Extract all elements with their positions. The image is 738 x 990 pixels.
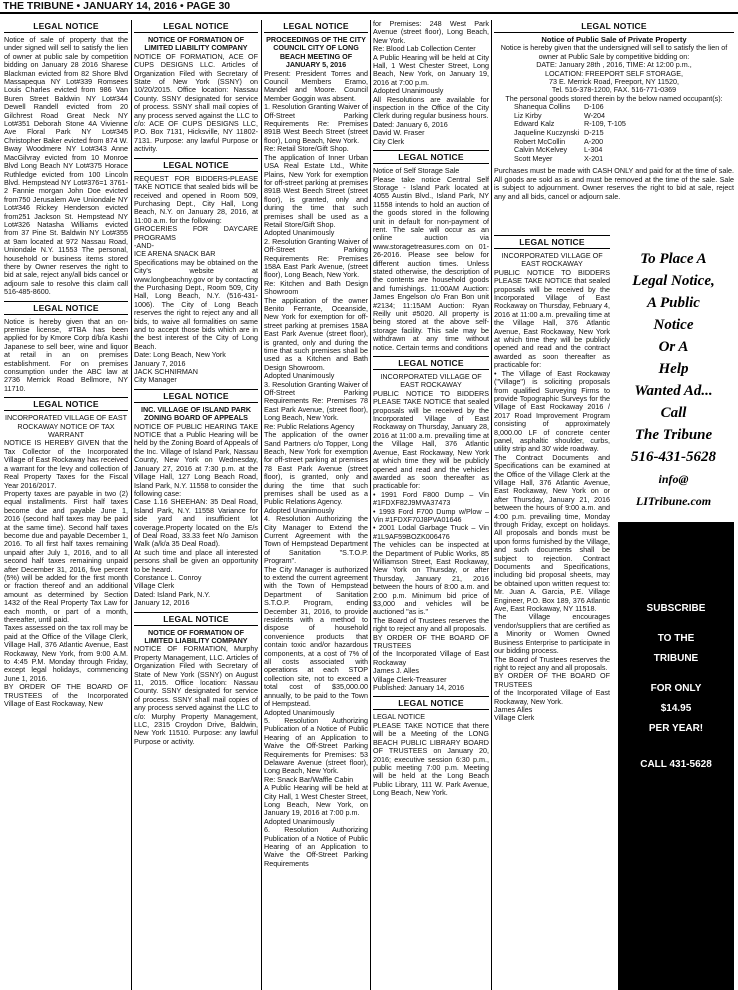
- sale-date: DATE: January 28th , 2016, TIME: At 12:00 p.m.,: [536, 60, 692, 70]
- occupant-unit: R-109, T-105: [584, 119, 626, 129]
- occupant-name: Edward Kalz: [514, 119, 555, 129]
- legal-notice: [373, 696, 489, 797]
- legal-notice: [134, 20, 258, 154]
- column-3: [264, 20, 368, 990]
- public-sale-notice: [494, 20, 734, 201]
- occupant-list: [494, 103, 734, 163]
- notice-body: Present: President Torres and Council Members Eramo, Mandel and Moore. Council Member Goggin was absent. 1. Resolution Granting Waiver of Off-Street Parking Requirements Re: Premises 891B West Beech Street (street floor), Long Beach, New York. Re: Retail Store/Gift Shop. The application of Inner Urban USA Real Estate Ltd., White Plains, New York for exemption for off-street parking at premises 891B West Beech Street (street floor), is granted, only and during the time that such premises shall be used as a Retail Store/Gift Shop. Adopted Unanimously 2. Resolution Granting Waiver of Off-Street Parking Requirements Re: Premises 158A East Park Avenue, (street floor), Long Beach, New York. Re: Kitchen and Bath Design Showroom The application of the owner Benito Ferrante, Oceanside, New York for exemption for off-street parking at premises 158A East Park Avenue (street floor), is granted, only and during the time that such premises shall be used as a Kitchen and Bath Design Showroom. Adopted Unanimously 3. Resolution Granting Waiver of Off-Street Parking Requirements Re: Premises 78 East Park Avenue, (street floor), Long Beach, New York. Re: Public Relations Agency The application of the owner Sand Partners c/o Topper, Long Beach, New York for exemption for off-street parking at premises 78 East Park Avenue (street floor), is granted, only and during the time that such premises shall be used as a Public Relations Agency. Adopted Unanimously 4. Resolution Authorizing the City Manager to Extend the Current Agreement with the Town of Hempstead Department of Sanitation "S.T.O.P. Program". The City Manager is authorized to extend the current agreement with the Town of Hempstead Department of Sanitation S.T.O.P. Program, ending December 31, 2016, to provide residents with a method to dispose of household convenience products that contain toxic and/or hazardous components, at a cost of 7% of all costs associated with operations at each STOP collection site, not to exceed a total cost of $35,000.00 annually, to be paid to the Town of Hempstead. Adopted Unanimously 5. Resolution Authorizing Publication of a Notice of Public Hearing of an Application to Waive the Off-Street Parking Requirements for Premises: 53 Delaware Avenue (street floor), Long Beach, New York. Re: Snack Bar/Waffle Cabin A Public Hearing will be held at City Hall, 1 West Chester Street, Long Beach, New York, on January 19, 2016 at 7:00 p.m. Adopted Unanimously 6. Resolution Authorizing Publication of a Notice of Public Hearing of an Application to Waive the Off-Street Parking Requirements: [264, 68, 368, 868]
- column-divider: [131, 20, 132, 990]
- occupants-lead: The personal goods stored therein by the below named occupant(s):: [505, 93, 723, 103]
- promo-email: info@: [658, 472, 689, 486]
- subscribe-line: FOR ONLY: [650, 683, 702, 694]
- notice-header: LEGAL NOTICE: [494, 235, 610, 249]
- legal-notice: [264, 20, 368, 868]
- promo-line: Help: [658, 361, 689, 377]
- notice-title: INCORPORATED VILLAGE OF EAST ROCKAWAY: [501, 251, 603, 269]
- occupant-unit: L-304: [584, 145, 603, 155]
- notice-body: for Premises: 248 West Park Avenue (street floor), Long Beach, New York. Re: Blood Lab Collection Center A Public Hearing will be held at City Hall, 1 West Chester Street, Long Beach, New York, on January 19, 2016 at 7:00 p.m. Adopted Unanimously All Resolutions are available for inspection in the Office of the City Clerk during regular business hours. Dated: January 6, 2016 David W. Fraser City Clerk: [373, 20, 489, 146]
- column-divider: [491, 20, 492, 990]
- notice-header: LEGAL NOTICE: [373, 696, 489, 710]
- notice-title: NOTICE OF FORMATION OF LIMITED LIABILITY COMPANY: [144, 627, 248, 645]
- notice-body: PUBLIC NOTICE TO BIDDERS PLEASE TAKE NOTICE that sealed proposals will be received by the Incorporated Village of East Rockaway on Thursday, January 28, 2016 at 11:00 a.m. prevailing time at the Village Hall, 376 Atlantic Avenue, East Rockaway, New York at which time they will be publicly opened and read and the vehicles awarded as soon thereafter as practicable for: • 1991 Ford F800 Dump – Vin #1FDXF82J9MVA37473 • 1993 Ford F700 Dump w/Plow – Vin #1FDXF70J8PVA01646 • 2001 Lodal Garbage Truck – Vin #1L9AF59BOZK006476 The vehicles can be inspected at the Department of Public Works, 85 Williamson Street, East Rockaway, New York on Thursday, or after Thursday, January 21, 2016 between the hours of 8:00 a.m. and 2:00 p.m. Minimum bid price of $3,000 and vehicles will be auctioned "as is." The Board of Trustees reserves the right to reject any and all proposals. BY ORDER OF THE BOARD OF TRUSTEES of the Incorporated Village of East Rockaway James J. Alles Village Clerk-Treasurer Published: January 14, 2016: [373, 388, 489, 693]
- promo-website: LITribune.com: [635, 494, 712, 508]
- notice-body: LEGAL NOTICE PLEASE TAKE NOTICE that there will be a Meeting of the LONG BEACH PUBLIC LIBRARY BOARD OF TRUSTEES on January 20, 2016; executive session 6:30 p.m., public meeting 7:00 p.m. Meeting will be held at the Long Beach Public Library, 111 W. Park Avenue, Long Beach, New York.: [373, 712, 489, 798]
- notice-title: INC. VILLAGE OF ISLAND PARK ZONING BOARD OF APPEALS: [140, 404, 252, 423]
- promo-line: Wanted Ad...: [634, 383, 713, 399]
- notice-header: LEGAL NOTICE: [134, 158, 258, 172]
- legal-notice: [134, 612, 258, 747]
- notice-body: NOTICE OF FORMATION, Murphy Property Management, LLC. Articles of Organization Filed with Secretary of State of New York (SSNY) on August 11, 2015. Office location: Nassau County. SSNY designated for service of process. SSNY shall mail copies of any process served against the LLC to c/o: Murphy Property Management, LLC, 2315 Croydon Drive, Baldwin, New York 11510. Purpose: any lawful Purpose or activity.: [134, 644, 258, 746]
- notice-body: Notice of Self Storage Sale Please take notice Central Self Storage - Island Park located at 4055 Austin Blvd., Island Park, NY 11558 intends to hold an auction of the goods stored in the following unit in default for non-payment of rent. The sale will occur as an online auction via www.storagetreasures.com on 01-26-2016. Please see below for different auction times. Unless stated otherwise, the description of the contents are household goods and furnishings. 11:00AM Auction: James Engelson c/o Fran Bon unit #2134; 11:15AM Auction: Ryan Reilly unit #5020. All property is being stored at the above self-storage facility. This sale may be withdrawn at any time without notice. Certain terms and conditions: [373, 166, 489, 352]
- place-ad-promo: [613, 248, 734, 512]
- notice-header: LEGAL NOTICE: [264, 20, 368, 33]
- occupant-unit: W-204: [584, 110, 606, 120]
- sale-phone: Tel. 516-378-1200, FAX. 516-771-0369: [551, 85, 677, 95]
- sale-terms: Purchases must be made with CASH ONLY and paid for at the time of sale. All goods are sold as is and must be removed at the time of the sale. Sale is subject to adjournment. Owner reserves the right to bid at sale, reject any and all bids, cancel or adjourn sale.: [494, 166, 734, 201]
- notice-body: NOTICE OF PUBLIC HEARING TAKE NOTICE that a Public Hearing will be held by the Zoning Board of Appeals of the Inc. Village of Island Park, Nassau County, New York on Wednesday, January 27, 2016 at 7:30 p.m. at the Village Hall, 127 Long Beach Road, Island Park, N.Y. 11558 to consider the following case: Case 1.16 SHEEHAN: 35 Deal Road, Island Park, N.Y. 11558 Variance for side yard and insufficient lot coverage.Property located on the E/s of Deal Road, 33.33 feet N/o Jamison Walk (a/k/a 35 Deal Road). At such time and place all interested persons shall be given an opportunity to be heard. Constance L. Conroy Village Clerk Dated: Island Park, N.Y. January 12, 2016: [134, 421, 258, 608]
- page-masthead: THE TRIBUNE • JANUARY 14, 2016 • PAGE 30: [0, 0, 738, 14]
- occupant-unit: A-200: [584, 136, 604, 146]
- column-2: [134, 20, 258, 990]
- notice-header: LEGAL NOTICE: [4, 20, 128, 33]
- sale-address: 73 E. Merrick Road, Freeport, NY 11520,: [549, 77, 679, 87]
- notice-body: NOTICE IS HEREBY GIVEN that the Tax Collector of the Incorporated Village of East Rockaway has received a warrant for the levy and collection of Real Property Taxes for the Fiscal Year 2016/2017. Property taxes are payable in two (2) equal installments. First half taxes become due and payable June 1, 2016 (second half taxes may be paid at the same time). Second half taxes become due and payable December 1, 2016. To all first half taxes remaining unpaid after July 1, 2016, and to all second half taxes remaining unpaid after December 31, 2016, five percent (5%) will be added for the first month or fraction thereof and an additional amount as determined by Section 1432 of the Real Property Tax Law for each month, or part of a month, thereafter, until paid. Taxes assessed on the tax roll may be paid at the Office of the Village Clerk, Village Hall, 376 Atlantic Avenue, East Rockaway, New York, from 9:00 A.M. to 4:45 P.M. Monday through Friday, except legal holidays, commencing June 1, 2016. BY ORDER OF THE BOARD OF TRUSTEES of the Incorporated Village of East Rockaway, New: [4, 438, 128, 709]
- legal-notice: [494, 232, 610, 990]
- legal-notice: [134, 158, 258, 385]
- notice-title: NOTICE OF FORMATION OF LIMITED LIABILITY COMPANY: [144, 35, 248, 53]
- subscribe-phone: CALL 431-5628: [640, 759, 712, 770]
- notice-header: LEGAL NOTICE: [4, 397, 128, 411]
- legal-notice: [4, 397, 128, 708]
- subscribe-line: TO THE: [657, 633, 695, 644]
- subscribe-line: TRIBUNE: [653, 653, 699, 664]
- legal-notice: [373, 20, 489, 146]
- notice-body: NOTICE OF FORMATION, ACE OF CUPS DESIGNS LLC. Articles of Organization Filed with Secretary of State of New York (SSNY) on 10/20/2015. Office location: Nassau County. SSNY designated for service of process. SSNY shall mail copies of any process served against the LLC to c/o: ACE OF CUPS DESIGNS LLC, P.O. Box 7131, Hicksville, NY 11802-7131. Purpose: any lawful Purpose or activity.: [134, 51, 258, 154]
- subscribe-line: SUBSCRIBE: [646, 603, 706, 614]
- promo-line: Legal Notice,: [632, 273, 715, 289]
- notice-header: LEGAL NOTICE: [134, 20, 258, 33]
- notice-body: REQUEST FOR BIDDERS-PLEASE TAKE NOTICE that sealed bids will be received and opened in Room 509, Purchasing Dept., City Hall, Long Beach, N.Y. on January 28, 2016, at 11:00 a.m. for the following: GROCERIES FOR DAYCARE PROGRAMS -AND- ICE ARENA SNACK BAR Specifications may be obtained on the City's website at www.longbeachny.gov or by contacting the Purchasing Dept., Room 509, City Hall, Long Beach, N.Y. (516-431-1006). The City of Long Beach reserves the right to reject any and all bids, to waive all formalities on same and to accept those bids which are in the best interest of the City of Long Beach. Date: Long Beach, New York January 7, 2016 JACK SCHNIRMAN City Manager: [134, 173, 258, 385]
- notice-body: Notice of sale of property that the under signed will sell to satisfy the lien of owner at public sale by competition bidding on January 28 2016 Sharese Blackman evicted from 82 Shore Blvd Massapequa NY Lot#339 Romsees Louis Charles evicted from 986 Van Buren Street Baldwin NY Lot#344 Dewell Randell evicted from 20 Gilchrest Road Great Neck NY Lot#351 Deborah Stone 4A Vivienne Ave Floral Park NY Lot#345 Christopher Baker evicted from 874 W. Bway Woodmere NY Lot#343 Anne MacGilvray evicted from 10 Monroe Blvd Long Beach NY Lot#375 Horace Ruthledge evicted from 100 Lincoln Blvd. Hempstead NY Lot#376=1 3761-2 Fannie morgan John Doe evicted from750 Jerusalem Ave Uniondale NY Lot#346 Rickey Henderson evicted from251 Jackson St. Hempstead NY Lot#326 Natasha Williams evicted from 37 Pine St. Baldwin NY Lot#355 at 9am located at 972 Nassau Road, Uniondale N.Y. 11553 The personal, household or business items stored there by Owner reserves the right to bid at sale, reject any/all bids cancel or adjourn sale to resolve this claim call 516-485-8600.: [4, 35, 128, 297]
- column-divider: [261, 20, 262, 990]
- subscribe-price: $14.95: [660, 703, 692, 714]
- notice-header: LEGAL NOTICE: [373, 150, 489, 164]
- occupant-unit: D-106: [584, 102, 604, 112]
- notice-body: Notice is hereby given that an on-premise license, #TBA has been applied for by Kmore Corp d/b/a Kashi Japanese to sell beer, wine and liquor at retail in an on premises establishment. For on premises consumption under the ABC law at 2736 Merrick Road Bellmore, NY 11710.: [4, 316, 128, 393]
- occupant-name: Liz Kirby: [514, 110, 542, 120]
- promo-line: Notice: [653, 317, 694, 333]
- column-1: [4, 20, 128, 990]
- occupant-unit: X-201: [584, 153, 604, 163]
- list-item: [514, 103, 734, 112]
- sale-location: LOCATION: FREEPORT SELF STORAGE,: [544, 68, 684, 78]
- promo-line: A Public: [647, 295, 700, 311]
- legal-notice: [4, 301, 128, 394]
- column-divider: [370, 20, 371, 990]
- occupant-unit: D-215: [584, 128, 604, 138]
- list-item: [514, 155, 734, 164]
- subscribe-line: PER YEAR!: [648, 723, 704, 734]
- notice-title: Notice of Public Sale of Private Property: [541, 35, 687, 44]
- legal-notice: [373, 150, 489, 352]
- occupant-name: Calvin McKelvey: [514, 145, 568, 155]
- promo-line: The Tribune: [634, 427, 713, 443]
- occupant-name: Robert McCollin: [514, 136, 566, 146]
- notice-header: LEGAL NOTICE: [373, 356, 489, 370]
- promo-line: To Place A: [640, 251, 707, 267]
- notice-header: LEGAL NOTICE: [134, 389, 258, 403]
- occupant-name: Shanequa Collins: [514, 102, 571, 112]
- promo-phone: 516-431-5628: [631, 449, 716, 465]
- notice-header: LEGAL NOTICE: [4, 301, 128, 315]
- notice-intro: Notice is hereby given that the undersigned will sell to satisfy the lien of owner at Public Sale by competitive bidding on:: [500, 43, 728, 61]
- notice-body: PUBLIC NOTICE TO BIDDERS PLEASE TAKE NOTICE that sealed proposals will be received by the Incorporated Village of East Rockaway on Thursday, February 4, 2016 at 11:00 a.m. prevailing time at the Village Hall, 376 Atlantic Avenue, East Rockaway, New York at which time they will be publicly opened and read and the contract awarded as soon thereafter as practicable for: • The Village of East Rockaway ("Village") is soliciting proposals from qualified Surveying Firms to provide Topographic Surveys for the Village of East Rockaway 2016 / 2017 Road Improvement Program consisting of approximately 8,000.00 LF of concrete center panel, asphaltic shoulder, curbs, utility strip and 30' wide roadway. The Contract Documents and Specifications can be examined at the Office of the Village Clerk at the Village Hall, 376 Atlantic Avenue, East Rockaway, New York on or after Thursday, January 21, 2016 between the hours of 9:00 a.m. and 4:00 p.m. prevailing time, Monday through Friday, except on holidays. All proposals and bonds must be upon forms furnished by the Village, and such documents shall be subject to rejection. Contract Documents and Specifications, including bid proposal sheets, may be obtained upon written request to: Mr. Juan A. Garcia, P.E. Village Engineer, P.O. Box 189, 376 Atlantic Ave, East Rockaway, NY 11518. The Village encourages vendor/suppliers that are certified as a Minority or Women Owned Business Enterprise to participate in our bidding process. The Board of Trustees reserves the right to reject any and all proposals. BY ORDER OF THE BOARD OF TRUSTEES of the Incorporated Village of East Rockaway, New York. James Alles Village Clerk: [494, 267, 610, 723]
- notice-header: LEGAL NOTICE: [134, 612, 258, 626]
- promo-line: Call: [660, 405, 687, 421]
- column-4: [373, 20, 489, 990]
- notice-title: INCORPORATED VILLAGE OF EAST ROCKAWAY NOTICE OF TAX WARRANT: [4, 413, 128, 440]
- notice-header: LEGAL NOTICE: [494, 20, 734, 33]
- legal-notice: [373, 356, 489, 692]
- occupant-name: Scott Meyer: [514, 153, 553, 163]
- occupant-name: Jaqueline Kuczynski: [514, 128, 580, 138]
- legal-notice: [134, 389, 258, 608]
- subscribe-ad: [618, 522, 734, 990]
- legal-notice: [4, 20, 128, 297]
- notice-title: INCORPORATED VILLAGE OF EAST ROCKAWAY: [380, 372, 482, 390]
- promo-line: Or A: [658, 339, 689, 355]
- notice-title: PROCEEDINGS OF THE CITY COUNCIL CITY OF LONG BEACH MEETING OF JANUARY 5, 2016: [266, 35, 366, 70]
